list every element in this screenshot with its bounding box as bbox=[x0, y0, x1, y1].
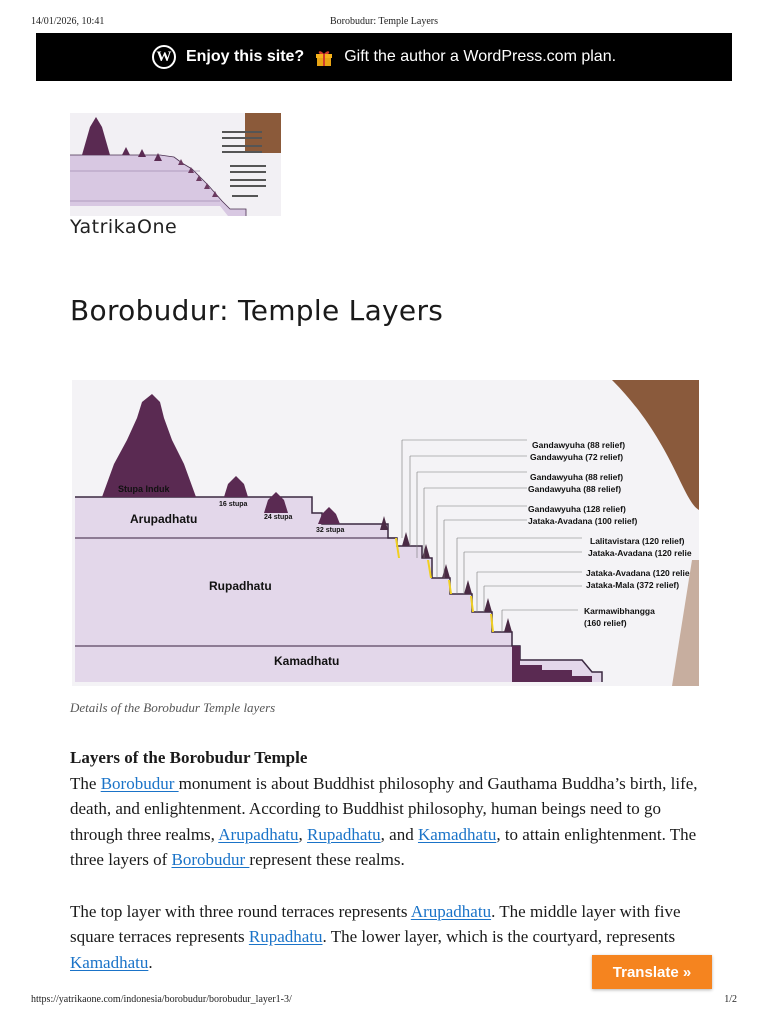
label-kamadhatu: Kamadhatu bbox=[274, 654, 340, 668]
text: represent these realms. bbox=[249, 850, 405, 870]
label-rupadhatu: Rupadhatu bbox=[209, 579, 272, 593]
print-footer bbox=[0, 994, 768, 1008]
text: , to attain enlightenment. The three layers of bbox=[70, 824, 697, 870]
label-16-stupa: 16 stupa bbox=[219, 501, 248, 508]
link-borobudur[interactable]: Borobudur bbox=[171, 850, 250, 870]
text: monument is about Buddhist philosophy and Gauthama Buddha’s birth, life, death, and enlightenment. According to Buddhist philosophy, human beings need to go through three realms, bbox=[70, 773, 698, 844]
relief-label: Jataka-Avadana (120 relie bbox=[586, 568, 690, 578]
label-arupadhatu: Arupadhatu bbox=[130, 512, 198, 526]
print-url: https://yatrikaone.com/indonesia/borobudur/borobudur_layer1-3/ bbox=[31, 994, 292, 1005]
figure-caption: Details of the Borobudur Temple layers bbox=[70, 700, 276, 715]
relief-label: Gandawyuha (88 relief) bbox=[532, 440, 626, 450]
link-borobudur[interactable]: Borobudur bbox=[100, 773, 179, 793]
banner-bold-text: Enjoy this site? bbox=[185, 48, 305, 65]
relief-label: Gandawyuha (88 relief) bbox=[528, 484, 622, 494]
text: , and bbox=[380, 824, 418, 844]
link-kamadhatu[interactable]: Kamadhatu bbox=[70, 952, 149, 972]
site-logo[interactable] bbox=[70, 113, 281, 216]
site-title[interactable]: YatrikaOne bbox=[70, 216, 178, 238]
relief-label: Jataka-Avadana (120 relie bbox=[588, 548, 692, 558]
wordpress-promo-banner[interactable] bbox=[36, 33, 732, 81]
text: . The middle layer with five square terraces represents bbox=[70, 901, 681, 947]
relief-label: Gandawyuha (72 relief) bbox=[530, 452, 624, 462]
relief-label: Gandawyuha (88 relief) bbox=[530, 472, 624, 482]
relief-label: Jataka-Mala (372 relief) bbox=[586, 580, 680, 590]
post-content bbox=[70, 745, 702, 975]
relief-label: Karmawibhangga bbox=[584, 606, 655, 616]
link-kamadhatu[interactable]: Kamadhatu bbox=[417, 824, 497, 844]
relief-label: Lalitavistara (120 relief) bbox=[590, 536, 685, 546]
section-heading: Layers of the Borobudur Temple bbox=[70, 748, 308, 767]
link-arupadhatu[interactable]: Arupadhatu bbox=[410, 901, 492, 921]
post-title: Borobudur: Temple Layers bbox=[70, 294, 444, 327]
link-rupadhatu[interactable]: Rupadhatu bbox=[307, 824, 381, 844]
text: , bbox=[298, 824, 308, 844]
print-datetime: 14/01/2026, 10:41 bbox=[31, 16, 105, 27]
print-page-title: Borobudur: Temple Layers bbox=[330, 16, 438, 27]
label-24-stupa: 24 stupa bbox=[264, 514, 293, 521]
text: . The lower layer, which is the courtyard, represents bbox=[322, 927, 676, 947]
relief-label: Gandawyuha (128 relief) bbox=[528, 504, 626, 514]
banner-text: Gift the author a WordPress.com plan. bbox=[344, 48, 617, 65]
wordpress-icon: W bbox=[152, 45, 176, 69]
relief-label: (160 relief) bbox=[584, 618, 627, 628]
gift-icon bbox=[314, 47, 334, 67]
print-header bbox=[0, 16, 768, 30]
link-rupadhatu[interactable]: Rupadhatu bbox=[248, 927, 323, 947]
paragraph-1 bbox=[70, 771, 702, 873]
link-arupadhatu[interactable]: Arupadhatu bbox=[218, 824, 299, 844]
text: The top layer with three round terraces represents bbox=[70, 901, 411, 921]
translate-button[interactable]: Translate » bbox=[592, 955, 712, 989]
relief-label: Jataka-Avadana (100 relief) bbox=[528, 516, 638, 526]
print-page-number: 1/2 bbox=[724, 994, 737, 1005]
text: The bbox=[70, 773, 101, 793]
borobudur-layers-image bbox=[72, 380, 699, 686]
text: . bbox=[148, 952, 153, 972]
label-32-stupa: 32 stupa bbox=[316, 527, 345, 534]
label-stupa-induk: Stupa Induk bbox=[118, 484, 170, 494]
